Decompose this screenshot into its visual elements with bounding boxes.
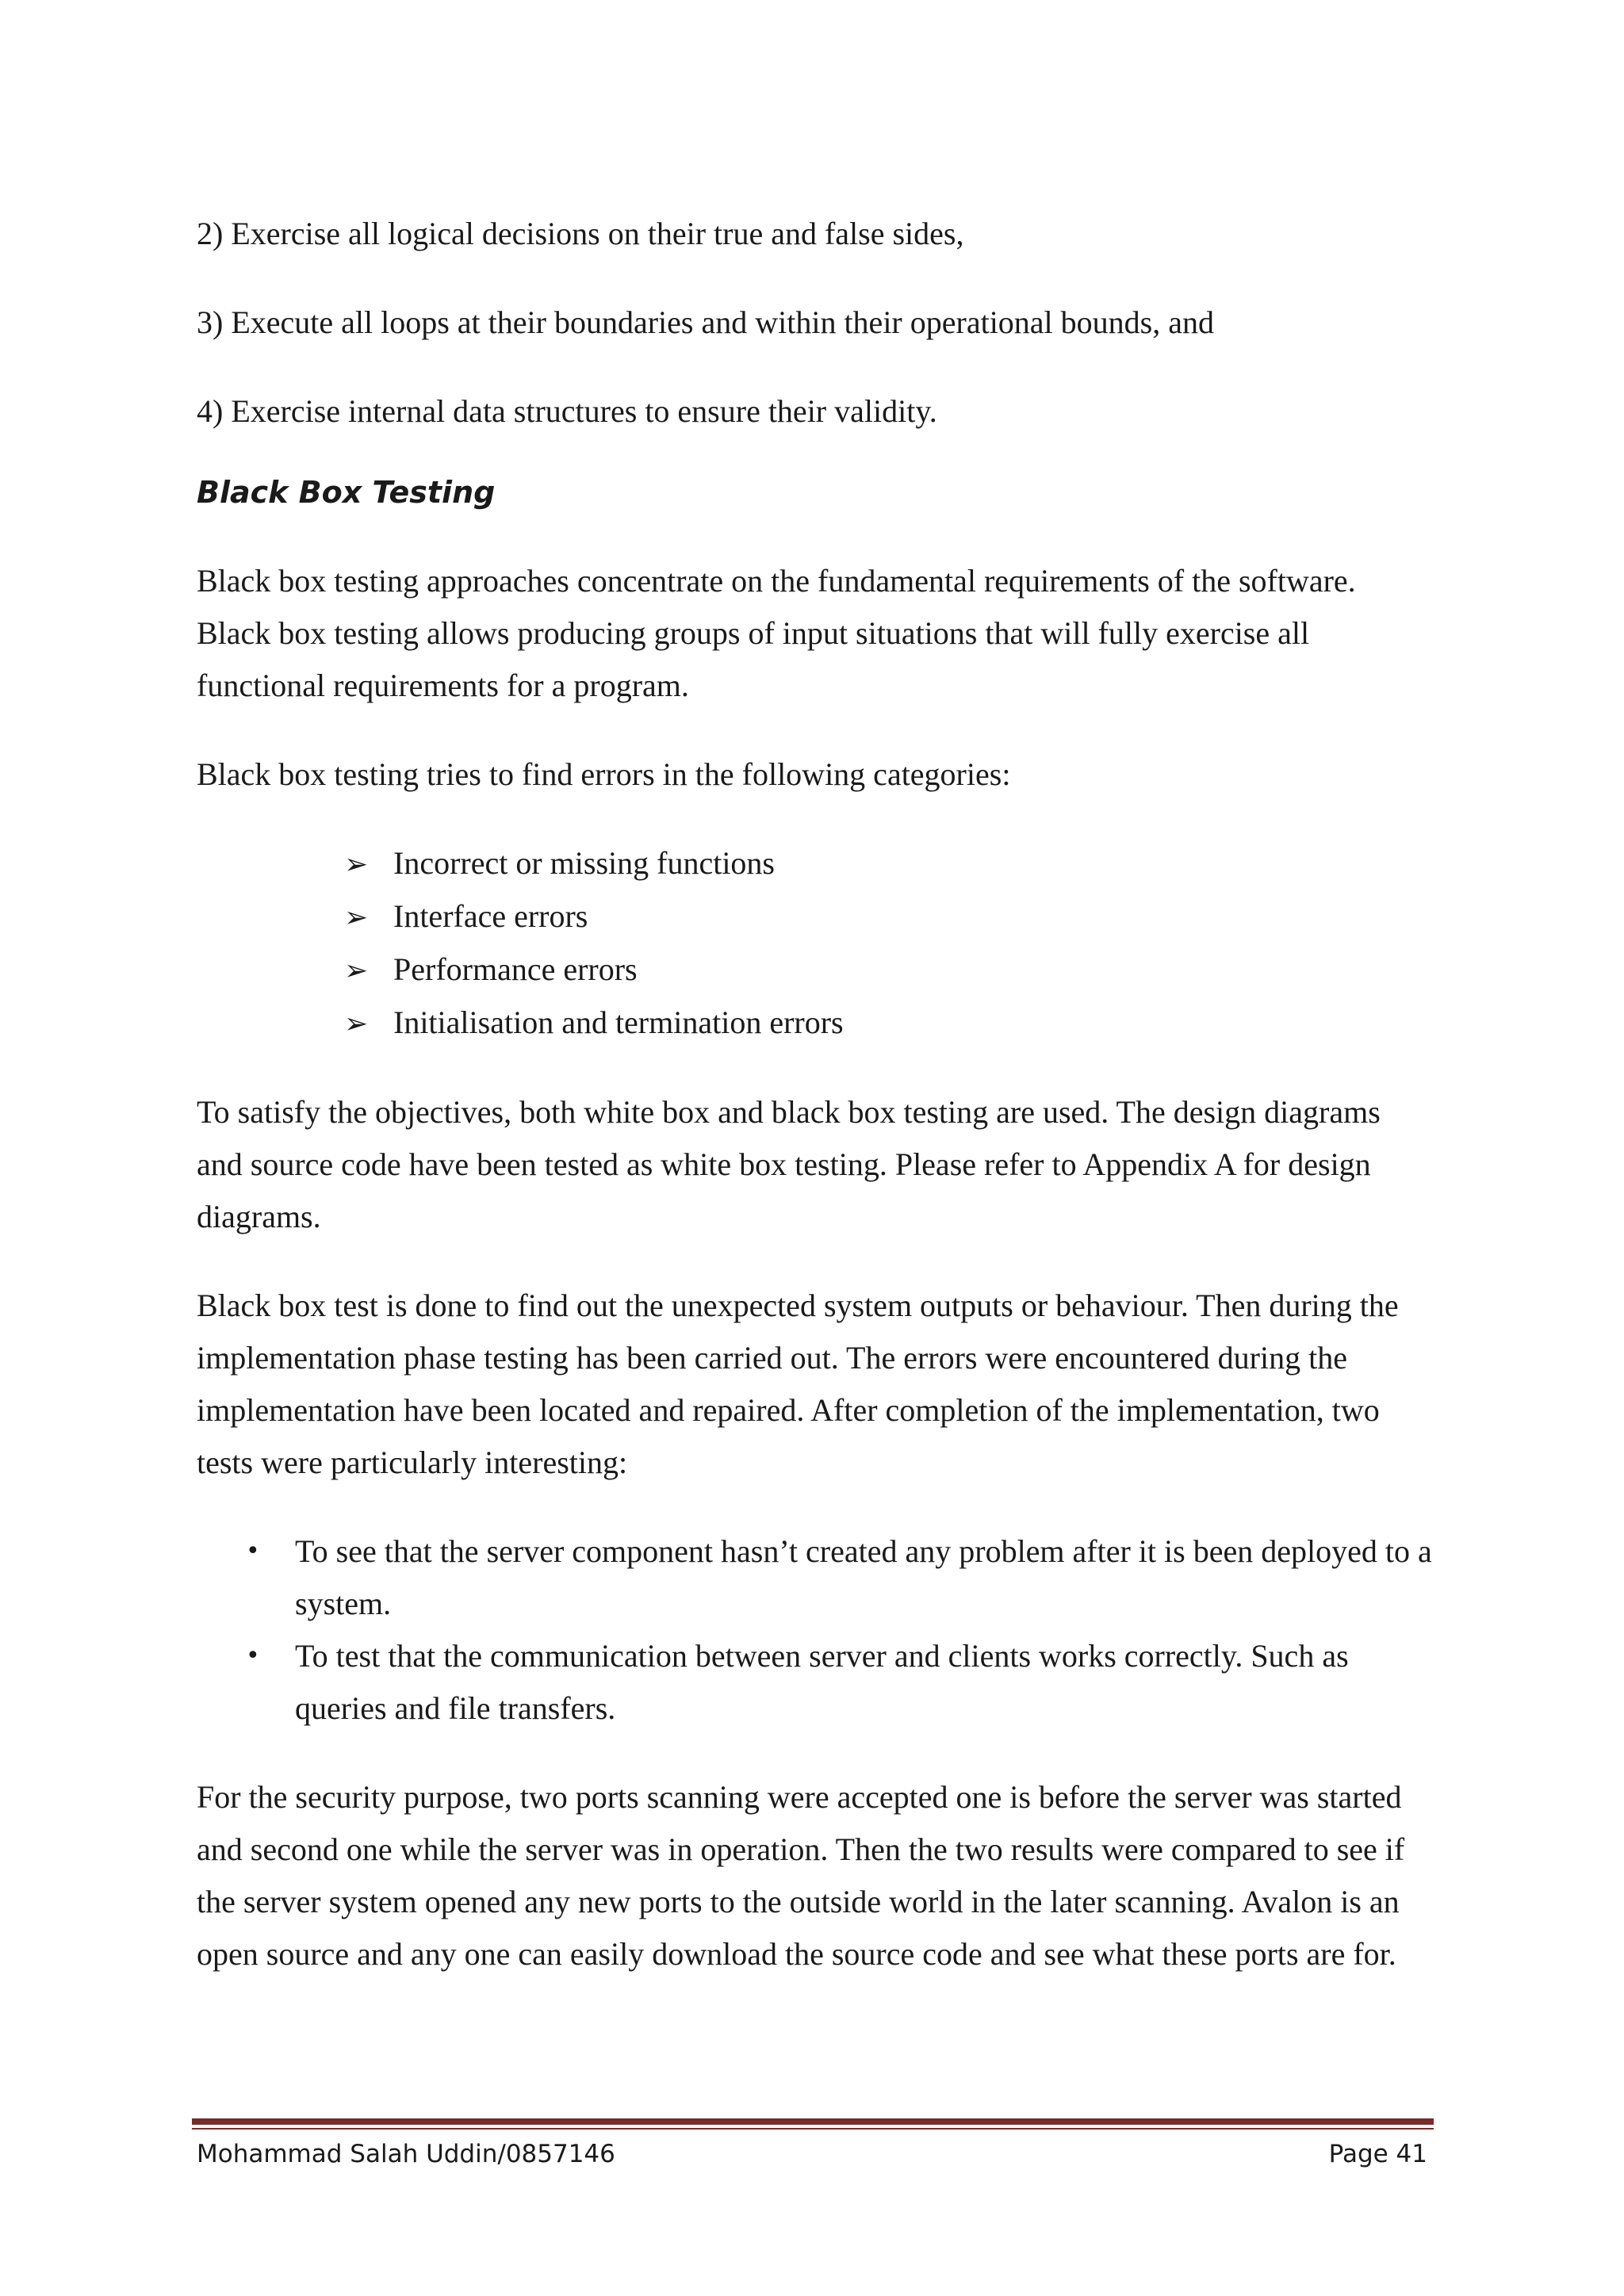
- list-item-text: Incorrect or missing functions: [393, 845, 775, 881]
- list-item: [344, 997, 1434, 1050]
- bullet-dot-icon: •: [246, 1642, 260, 1670]
- interesting-tests-list: [246, 1525, 1434, 1735]
- list-item: [344, 943, 1434, 997]
- list-item-text: To test that the communication between server and clients works correctly. Such as queries and file transfers.: [295, 1638, 1349, 1726]
- arrow-bullet-icon: ➢: [344, 955, 369, 987]
- arrow-bullet-icon: ➢: [344, 901, 369, 934]
- arrow-bullet-icon: ➢: [344, 1008, 369, 1040]
- footer-divider-thin: [192, 2128, 1434, 2130]
- objectives-paragraph: To satisfy the objectives, both white box and black box testing are used. The design diagrams and source code have been tested as white box testing. Please refer to Appendix A for design diagrams.: [197, 1094, 1381, 1234]
- footer-page-number: Page 41: [1328, 2140, 1427, 2168]
- numbered-item-4: 4) Exercise internal data structures to ensure their validity.: [197, 393, 937, 429]
- list-item-text: Interface errors: [393, 898, 588, 934]
- list-item: [344, 837, 1434, 890]
- footer-divider-thick: [192, 2118, 1434, 2125]
- list-item-text: Initialisation and termination errors: [393, 1004, 844, 1040]
- list-item-text: To see that the server component hasn’t created any problem after it is been deployed to a system.: [295, 1533, 1432, 1621]
- categories-lead-paragraph: Black box testing tries to find errors in the following categories:: [197, 756, 1011, 792]
- intro-paragraph: Black box testing approaches concentrate on the fundamental requirements of the software. Black box testing allows producing groups of input situations that will fully exercise all functional requirements for a program.: [197, 563, 1356, 703]
- bullet-dot-icon: •: [246, 1537, 260, 1565]
- numbered-item-3: 3) Execute all loops at their boundaries and within their operational bounds, and: [197, 304, 1214, 340]
- footer-author: Mohammad Salah Uddin/0857146: [197, 2140, 615, 2168]
- list-item-text: Performance errors: [393, 951, 638, 987]
- error-categories-list: [344, 837, 1434, 1050]
- section-heading: Black Box Testing: [197, 475, 496, 510]
- list-item: [344, 890, 1434, 943]
- list-item: [246, 1525, 1434, 1630]
- list-item: [246, 1630, 1434, 1735]
- arrow-bullet-icon: ➢: [344, 848, 369, 881]
- page-content: [197, 208, 1434, 1980]
- black-box-test-paragraph: Black box test is done to find out the unexpected system outputs or behaviour. Then during the implementation phase testing has been carried out. The errors were encountered during the implementation have been located and repaired. After completion of the implementation, two tests were particularly interesting:: [197, 1288, 1399, 1480]
- security-paragraph: For the security purpose, two ports scanning were accepted one is before the server was started and second one while the server was in operation. Then the two results were compared to see if the server system opened any new ports to the outside world in the later scanning. Avalon is an open source and any one can easily download the source code and see what these ports are for.: [197, 1779, 1405, 1972]
- numbered-item-2: 2) Exercise all logical decisions on their true and false sides,: [197, 216, 964, 251]
